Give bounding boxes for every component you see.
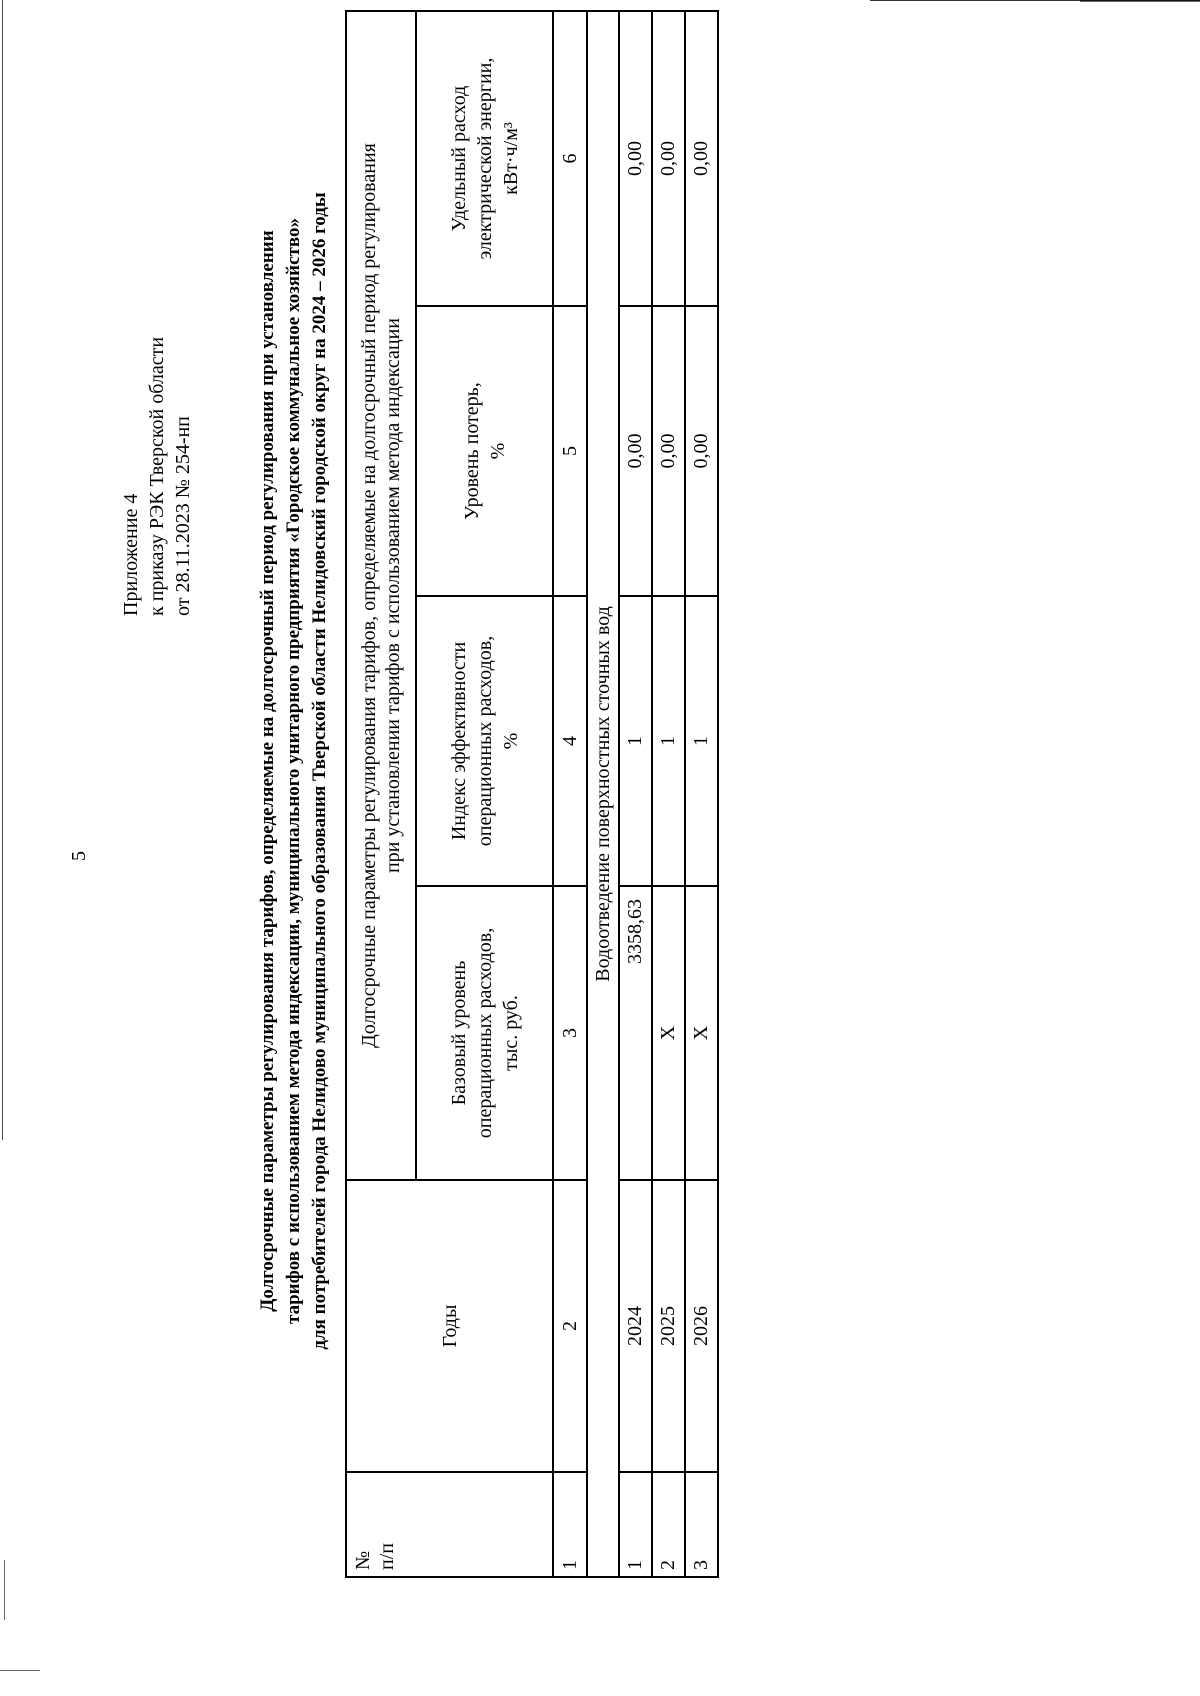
page-number: 5 — [68, 851, 90, 861]
header-num-symbol: № — [352, 1550, 374, 1570]
column-number-6: 6 — [553, 11, 587, 306]
parameters-table — [345, 10, 719, 1578]
header-base-cost — [416, 886, 553, 1180]
column-number-3: 3 — [553, 886, 587, 1180]
column-number-4: 4 — [553, 596, 587, 886]
row-num: 2 — [652, 1472, 685, 1577]
header-efficiency-line-2: операционных расходов, — [473, 635, 496, 847]
header-num — [346, 1472, 553, 1577]
title-line-1: Долгосрочные параметры регулирования тарифов, определяемые на долгосрочный период регулирования при установлении — [257, 230, 278, 1312]
row-losses: 0,00 — [685, 306, 718, 596]
row-energy: 0,00 — [652, 11, 685, 306]
row-losses: 0,00 — [619, 306, 652, 596]
table-row — [685, 11, 718, 1577]
header-efficiency — [416, 596, 553, 886]
row-efficiency: 1 — [685, 596, 718, 886]
header-group-line-2: при установлении тарифов с использованием метода индексации — [382, 318, 404, 874]
title-line-2: тарифов с использованием метода индексации, муниципального унитарного предприятия «Городское коммунальное хозяйство» — [283, 218, 304, 1324]
title-line-3: для потребителей города Нелидово муниципального образования Тверской области Нелидовский городской округ на 2024 – 2026 годы — [309, 192, 330, 1350]
header-num-abbr: п/п — [376, 1543, 398, 1570]
appendix-order: к приказу РЭК Тверской области — [146, 336, 168, 616]
header-losses — [416, 306, 553, 596]
header-base-cost-line-2: операционных расходов, — [473, 927, 496, 1139]
header-losses-line-1: Уровень потерь, — [460, 382, 483, 520]
row-year: 2025 — [652, 1180, 685, 1472]
row-base-cost: X — [652, 886, 685, 1180]
section-row — [587, 11, 619, 1577]
header-years: Годы — [346, 1180, 553, 1472]
header-losses-line-2: % — [486, 442, 509, 460]
row-efficiency: 1 — [619, 596, 652, 886]
row-year: 2026 — [685, 1180, 718, 1472]
header-energy-line-3: кВт·ч/м³ — [499, 122, 522, 195]
header-base-cost-line-3: тыс. руб. — [499, 995, 522, 1071]
row-num: 3 — [685, 1472, 718, 1577]
column-number-row — [553, 11, 587, 1577]
appendix-block — [118, 116, 196, 616]
header-energy-line-1: Удельный расход — [447, 85, 470, 232]
row-energy: 0,00 — [685, 11, 718, 306]
document-title — [255, 71, 333, 1471]
column-number-5: 5 — [553, 306, 587, 596]
header-energy-line-2: электрической энергии, — [473, 57, 496, 260]
row-losses: 0,00 — [652, 306, 685, 596]
row-num: 1 — [619, 1472, 652, 1577]
header-base-cost-line-1: Базовый уровень — [447, 960, 470, 1106]
row-energy: 0,00 — [619, 11, 652, 306]
header-group — [346, 11, 416, 1180]
header-efficiency-line-3: % — [499, 732, 522, 750]
appendix-date: от 28.11.2023 № 254-нп — [172, 416, 194, 616]
header-energy — [416, 11, 553, 306]
column-number-1: 1 — [553, 1472, 587, 1577]
header-group-line-1: Долгосрочные параметры регулирования тарифов, определяемые на долгосрочный период регулирования — [358, 143, 380, 1048]
row-efficiency: 1 — [652, 596, 685, 886]
column-number-2: 2 — [553, 1180, 587, 1472]
row-base-cost: 3358,63 — [619, 886, 652, 1180]
table-row — [652, 11, 685, 1577]
section-title: Водоотведение поверхностных сточных вод — [587, 11, 619, 1577]
header-row-top — [346, 11, 416, 1577]
row-base-cost: X — [685, 886, 718, 1180]
table-row — [619, 11, 652, 1577]
appendix-label: Приложение 4 — [120, 493, 142, 616]
header-efficiency-line-1: Индекс эффективности — [447, 641, 470, 841]
row-year: 2024 — [619, 1180, 652, 1472]
